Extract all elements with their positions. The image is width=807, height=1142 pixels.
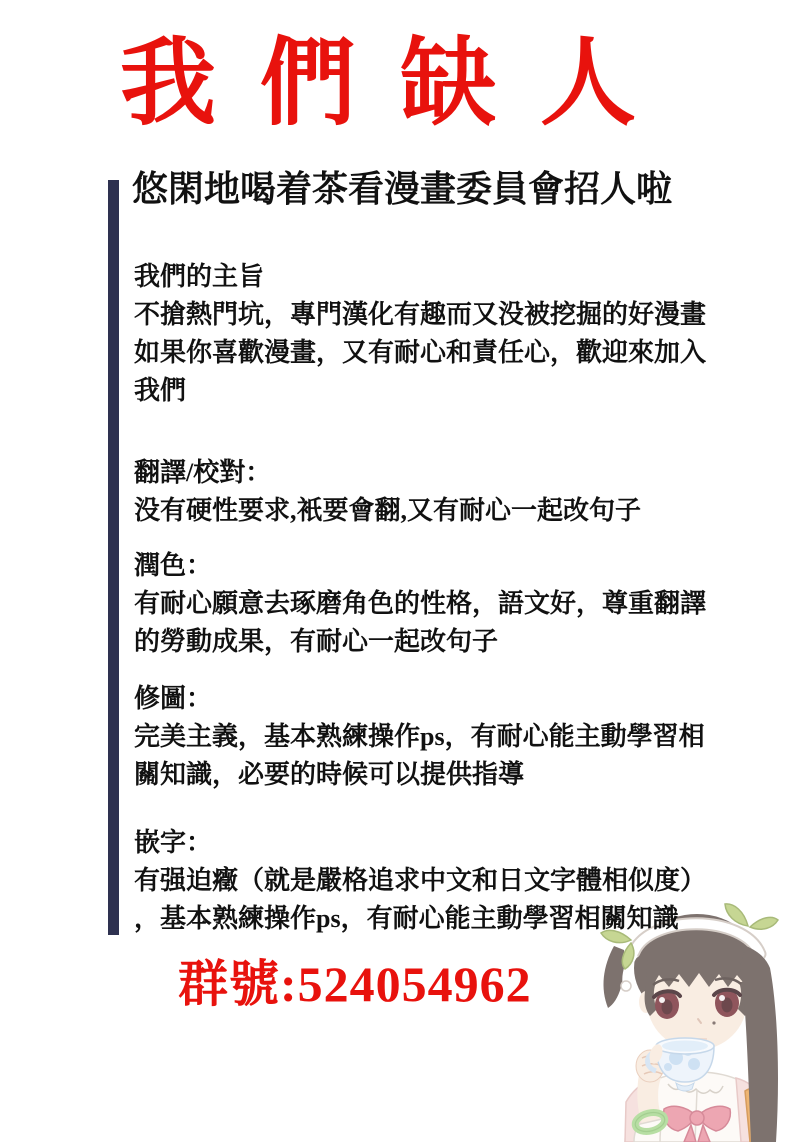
section-purpose-heading: 我們的主旨 (134, 262, 265, 291)
section-typeset-line: ，基本熟練操作ps，有耐心能主動學習相關知識 (134, 904, 679, 933)
section-redraw (134, 680, 754, 794)
section-polish-line: 的勞動成果，有耐心一起改句子 (134, 627, 499, 656)
section-purpose-line: 不搶熱門坑，專門漢化有趣而又没被挖掘的好漫畫 (134, 300, 707, 329)
section-translation-proofread (134, 454, 754, 530)
section-typeset-heading: 嵌字： (134, 828, 213, 857)
section-redraw-line: 關知識，必要的時候可以提供指導 (134, 760, 525, 789)
section-purpose (134, 258, 754, 410)
section-polish-line: 有耐心願意去琢磨角色的性格，語文好，尊重翻譯 (134, 589, 707, 618)
poster-subtitle: 悠閑地喝着茶看漫畫委員會招人啦 (132, 169, 673, 209)
section-typeset-line: 有强迫癥（就是嚴格追求中文和日文字體相似度） (134, 866, 707, 895)
section-redraw-heading: 修圖： (134, 684, 213, 713)
section-purpose-line: 如果你喜歡漫畫，又有耐心和責任心，歡迎來加入 (134, 338, 707, 367)
poster-title: 我 們 缺 人 (120, 30, 646, 137)
section-translation-line: 没有硬性要求,衹要會翻,又有耐心一起改句子 (134, 496, 642, 525)
qq-group-number: 群號:524054962 (178, 956, 532, 1012)
section-polish-heading: 潤色： (134, 551, 213, 580)
left-twintail (603, 946, 624, 1008)
section-redraw-line: 完美主義，基本熟練操作ps，有耐心能主動學習相 (134, 722, 705, 751)
section-polish (134, 547, 754, 661)
section-purpose-line: 我們 (134, 376, 187, 405)
section-typeset (134, 824, 754, 938)
left-accent-bar (108, 180, 119, 935)
section-translation-heading: 翻譯/校對： (134, 458, 272, 487)
